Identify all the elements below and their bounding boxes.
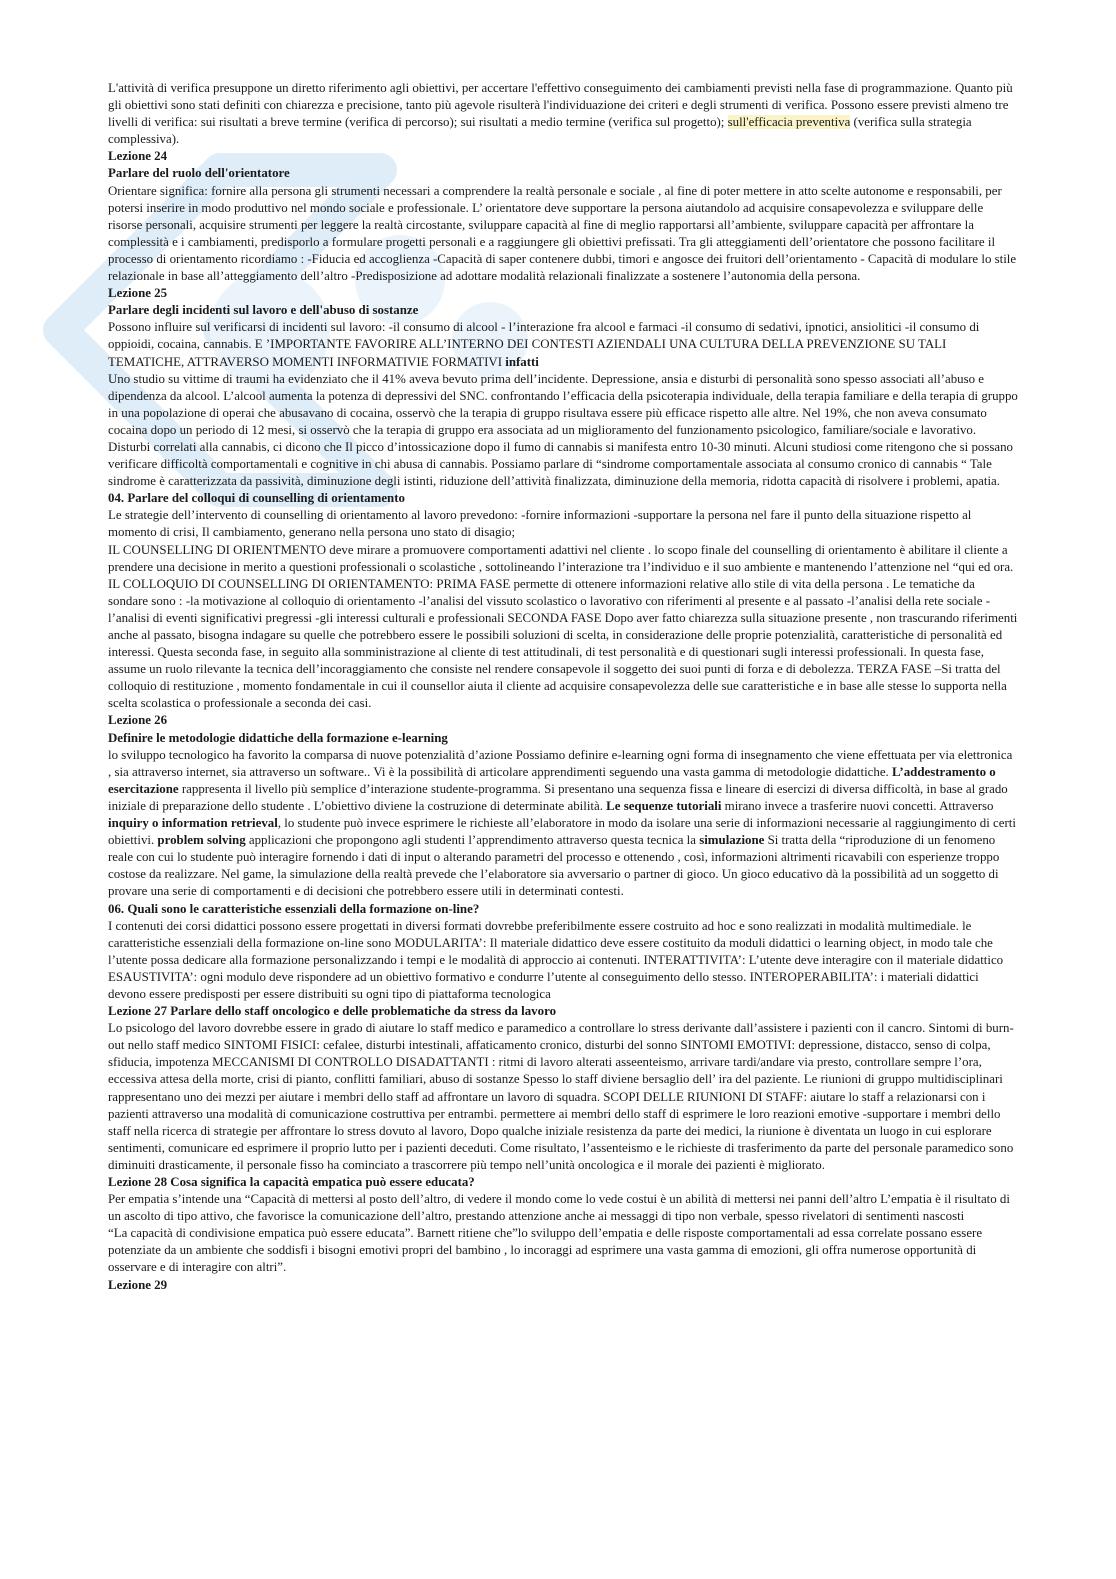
- text-segment: Le strategie dell’intervento di counselling di orientamento al lavoro prevedono: -fornire informazioni -supportare la persona nel fare il punto della situazione rispetto al momento di crisi, Il cambiamento, generano nella persona uno stato di disagio;: [108, 508, 972, 540]
- body-paragraph: [108, 747, 1018, 901]
- text-segment: Parlare del ruolo dell'orientatore: [108, 166, 290, 181]
- text-segment: applicazioni che propongono agli studenti l’apprendimento attraverso questa tecnica la: [245, 833, 700, 848]
- section-heading: [108, 165, 1018, 182]
- body-paragraph: [108, 542, 1018, 576]
- text-segment: , lo studente può invece esprimere le richieste all’elaboratore in modo da isolare una serie di informazioni necessarie al raggiungimento di certi obiettivi.: [108, 816, 1016, 848]
- body-paragraph: [108, 1225, 1018, 1276]
- section-heading: [108, 1277, 1018, 1294]
- text-segment: L'attività di verifica presuppone un diretto riferimento agli obiettivi, per accertare l'effettivo conseguimento dei cambiamenti previsti nella fase di programmazione. Quanto più gli obiettivi sono stati definiti con chiarezza e precisione, tanto più agevole risulterà l'individuazione dei criteri e degli strumenti di verifica. Possono essere previsti almeno tre livelli di verifica: sui risultati a breve termine (verifica di percorso); sui risultati a medio termine (verifica sul progetto);: [108, 81, 1013, 130]
- text-segment: mirano invece a trasferire nuovi concetti. Attraverso: [721, 798, 994, 813]
- text-segment: 06. Quali sono le caratteristiche essenziali della formazione on-line?: [108, 901, 480, 916]
- document-page: [108, 80, 1018, 1294]
- highlighted-text: sull'efficacia preventiva: [727, 115, 851, 130]
- section-heading: [108, 285, 1018, 302]
- bold-term: inquiry o information retrieval: [108, 816, 278, 831]
- text-segment: 04. Parlare del colloqui di counselling di orientamento: [108, 491, 405, 506]
- text-segment: IL COUNSELLING DI ORIENTMENTO deve mirare a promuovere comportamenti adattivi nel cliente . lo scopo finale del counselling di orientamento è abilitare il cliente a prendere una decisione in merito a questioni professionali o scolastiche , sottolineando l’interazione tra l’individuo e il suo ambiente e mantenendo l’attenzione nel “qui ed ora.: [108, 542, 1014, 574]
- text-segment: Lezione 27 Parlare dello staff oncologico e delle problematiche da stress da lavoro: [108, 1004, 557, 1019]
- text-segment: Lezione 26: [108, 713, 168, 728]
- section-heading: [108, 148, 1018, 165]
- text-segment: Possono influire sul verificarsi di incidenti sul lavoro: -il consumo di alcool - l’interazione fra alcool e farmaci -il consumo di sedativi, ipnotici, ansiolitici -il consumo di oppioidi, cocaina, cannabis. E ’IMPORTANTE FAVORIRE ALL’INTERNO DEI CONTESTI AZIENDALI UNA CULTURA DELLA PREVENZIONE SU TALI TEMATICHE, ATTRAVERSO MOMENTI INFORMATIVIE FORMATIVI: [108, 320, 980, 369]
- text-segment: Definire le metodologie didattiche della formazione e-learning: [108, 730, 448, 745]
- body-paragraph: [108, 918, 1018, 1003]
- text-segment: I contenuti dei corsi didattici possono essere progettati in diversi formati dovrebbe preferibilmente essere costruito ad hoc e sono realizzati in modalità multimediale. le caratteristiche essenziali della formazione on-line sono MODULARITA’: Il materiale didattico deve essere costituito da moduli didattici o learning object, in modo tale che l’utente possa dedicare alla formazione personalizzando i tempi e le modalità di approccio ai contenuti. INTERATTIVITA’: L’utente deve interagire con il materiale didattico ESAUSTIVITA’: ogni modulo deve rispondere ad un obiettivo formativo e condurre l’utente al conseguimento dello stesso. INTEROPERABILITA’: i materiali didattici devono essere predisposti per essere distribuiti su ogni tipo di piattaforma tecnologica: [108, 918, 1004, 1001]
- text-segment: Lezione 29: [108, 1277, 168, 1292]
- text-segment: Per empatia s’intende una “Capacità di mettersi al posto dell’altro, di vedere il mondo come lo vede costui è un abilità di mettersi nei panni dell’altro L’empatia è il risultato di un ascolto di tipo attivo, che favorisce la comunicazione dell’altro, prestando attenzione anche ai messaggi di tipo non verbale, spesso rivelatori di sentimenti nascosti: [108, 1192, 1010, 1224]
- text-segment: rappresenta il livello più semplice d’interazione studente-programma. Si presentano una sequenza fissa e lineare di esercizi di diversa difficoltà, in base al grado iniziale di preparazione dello studente . L’obiettivo diviene la costruzione di determinate abilità.: [108, 781, 1008, 813]
- section-heading: [108, 1174, 1018, 1191]
- section-heading: [108, 901, 1018, 918]
- text-segment: Lezione 28 Cosa significa la capacità empatica può essere educata?: [108, 1175, 475, 1189]
- text-segment: Lezione 25: [108, 286, 168, 301]
- section-heading: [108, 302, 1018, 319]
- text-segment: Si tratta della “riproduzione di un fenomeno reale con cui lo studente può interagire fornendo i dati di input o alterando parametri del processo e ottenendo , così, informazioni altrimenti ricavabili con esperienze troppo costose da realizzare. Nel game, la simulazione della realtà prevede che l’elaboratore sia avversario o partner di gioco. Un gioco educativo dà la possibilità ad un soggetto di provare una serie di comportamenti e di decisioni che potrebbero essere utili in determinati contesti.: [108, 833, 1000, 899]
- text-segment: “La capacità di condivisione empatica può essere educata”. Barnett ritiene che”lo sviluppo dell’empatia e delle risposte comportamentali ad essa correlate possano essere potenziate da un ambiente che soddisfi i bisogni emotivi propri del bambino , lo incoraggi ad esprimere una vasta gamma di emozioni, gli offra numerose opportunità di osservare e di interagire con altri”.: [108, 1226, 983, 1275]
- text-segment: lo sviluppo tecnologico ha favorito la comparsa di nuove potenzialità d’azione Possiamo definire e-learning ogni forma di insegnamento che viene effettuata per via elettronica , sia attraverso internet, sia attraverso un software.. Vi è la possibilità di articolare apprendimenti seguendo una vasta gamma di metodologie didattiche.: [108, 747, 1013, 779]
- text-segment: Orientare significa: fornire alla persona gli strumenti necessari a comprendere la realtà personale e sociale , al fine di poter mettere in atto scelte autonome e responsabili, per potersi inserire in modo produttivo nel mondo sociale e professionale. L’ orientatore deve supportare la persona aiutandolo ad acquisire consapevolezza e sviluppare delle risorse personali, acquisire strumenti per leggere la realtà circostante, sviluppare capacità al fine di meglio rapportarsi all’ambiente, sviluppare capacità per affrontare la complessità e i cambiamenti, predisporlo a formulare progetti personali e a raggiungere gli obiettivi prefissati. Tra gli atteggiamenti dell’orientatore che possono facilitare il processo di orientamento ricordiamo : -Fiducia ed accoglienza -Capacità di saper contenere dubbi, timori e angosce dei fruitori dell’orientamento - Capacità di modulare lo stile relazionale in base all’atteggiamento dell’altro -Predisposizione ad adottare modalità relazionali finalizzate a sostenere l’autonomia della persona.: [108, 183, 1017, 284]
- bold-term: simulazione: [699, 833, 765, 848]
- section-heading: [108, 712, 1018, 729]
- body-paragraph: [108, 1020, 1018, 1174]
- text-segment: IL COLLOQUIO DI COUNSELLING DI ORIENTAMENTO: PRIMA FASE permette di ottenere informazioni relative allo stile di vita della persona . Le tematiche da sondare sono : -la motivazione al colloquio di orientamento -l’analisi del vissuto scolastico o lavorativo con riferimenti al presente e al passato -l’analisi della rete sociale -l’analisi di eventi significativi pregressi -gli interessi culturali e professionali SECONDA FASE Dopo aver fatto chiarezza sulla situazione presente , non trascurando riferimenti anche al passato, bisogna indagare su quelle che potrebbero essere le possibili soluzioni di scelta, in considerazione delle proprie potenzialità, caratteristiche di personalità ed interessi. Questa seconda fase, in seguito alla somministrazione al cliente di test attitudinali, di test personalità e di questionari sugli interessi professionali. In questa fase, assume un ruolo rilevante la tecnica dell’incoraggiamento che consiste nel rendere consapevole il soggetto dei suoi punti di forza e di debolezza. TERZA FASE –Si tratta del colloquio di restituzione , momento fondamentale in cui il counsellor aiuta il cliente ad acquisire consapevolezza delle sue caratteristiche e in base alle stesse lo supporta nella scelta scolastica o professionale a seconda dei casi.: [108, 576, 1018, 711]
- bold-term: infatti: [505, 354, 539, 369]
- body-paragraph: [108, 1191, 1018, 1225]
- section-heading: [108, 490, 1018, 507]
- body-paragraph: [108, 576, 1018, 713]
- section-heading: [108, 730, 1018, 747]
- text-segment: (verifica sulla strategia complessiva).: [108, 115, 972, 147]
- text-segment: Lezione 24: [108, 149, 168, 164]
- body-paragraph: [108, 319, 1018, 370]
- section-heading: [108, 1003, 1018, 1020]
- body-paragraph: [108, 80, 1018, 148]
- body-paragraph: [108, 371, 1018, 491]
- bold-term: problem solving: [157, 833, 246, 848]
- bold-term: Le sequenze tutoriali: [606, 798, 722, 813]
- text-segment: Lo psicologo del lavoro dovrebbe essere in grado di aiutare lo staff medico e paramedico a controllare lo stress derivante dall’assistere i pazienti con il cancro. Sintomi di burn-out nello staff medico SINTOMI FISICI: cefalee, disturbi intestinali, affaticamento cronico, disturbi del sonno SINTOMI EMOTIVI: depressione, distacco, senso di colpa, sfiducia, impotenza MECCANISMI DI CONTROLLO DISADATTANTI : ritmi di lavoro alterati asseenteismo, arrivare tardi/andare via presto, controllare sempre l’ora, eccessiva attesa della morte, crisi di pianto, conflitti familiari, abuso di sostanze Spesso lo staff diviene bersaglio dell’ ira del paziente. Le riunioni di gruppo multidisciplinari rappresentano uno dei mezzi per aiutare i membri dello staff ad affrontare un lavoro di squadra. SCOPI DELLE RIUNIONI DI STAFF: aiutare lo staff a relazionarsi con i pazienti attraverso una modalità di comunicazione costruttiva per entrambi. permettere ai membri dello staff di esprimere le loro reazioni emotive -supportare i membri dello staff nella ricerca di strategie per affrontare lo stress dovuto al lavoro, Dopo qualche iniziale resistenza da parte dei medici, la riunione è diventata un luogo in cui esplorare sentimenti, comunicare ed esprimere il proprio lutto per i pazienti deceduti. Come risultato, l’assenteismo e le richieste di trasferimento da parte del personale paramedico sono diminuiti drasticamente, il personale fisso ha cominciato a trascorrere più tempo nell’unità oncologica e il morale dei pazienti è migliorato.: [108, 1021, 1014, 1172]
- bold-term: L’addestramento o esercitazione: [108, 764, 996, 796]
- text-segment: Uno studio su vittime di traumi ha evidenziato che il 41% aveva bevuto prima dell’incidente. Depressione, ansia e disturbi di personalità sono spesso associati all’abuso e dipendenza da alcool. L’alcool aumenta la potenza di depressivi del SNC. confrontando l’efficacia della psicoterapia individuale, della terapia familiare e della terapia di gruppo in una popolazione di operai che abusavano di cocaina, osservò che la terapia di gruppo risultava essere più efficace rispetto alle altre. Nel 19%, che non aveva consumato cocaina dopo un periodo di 12 mesi, si osservò che la terapia di gruppo era associata ad un miglioramento del funzionamento psicologico, familiare/sociale e lavorativo. Disturbi correlati alla cannabis, ci dicono che Il picco d’intossicazione dopo il fumo di cannabis si manifesta entro 10-30 minuti. Alcuni studiosi come ritengono che si possano verificare difficoltà comportamentali e cognitive in chi abusa di cannabis. Possiamo parlare di “sindrome comportamentale associata al consumo cronico di cannabis “ Tale sindrome è caratterizzata da passività, diminuzione degli istinti, riduzione dell’attività finalizzata, diminuzione della memoria, ridotta capacità di risolvere i problemi, apatia.: [108, 371, 1018, 489]
- body-paragraph: [108, 183, 1018, 286]
- text-segment: Parlare degli incidenti sul lavoro e dell'abuso di sostanze: [108, 303, 419, 318]
- body-paragraph: [108, 507, 1018, 541]
